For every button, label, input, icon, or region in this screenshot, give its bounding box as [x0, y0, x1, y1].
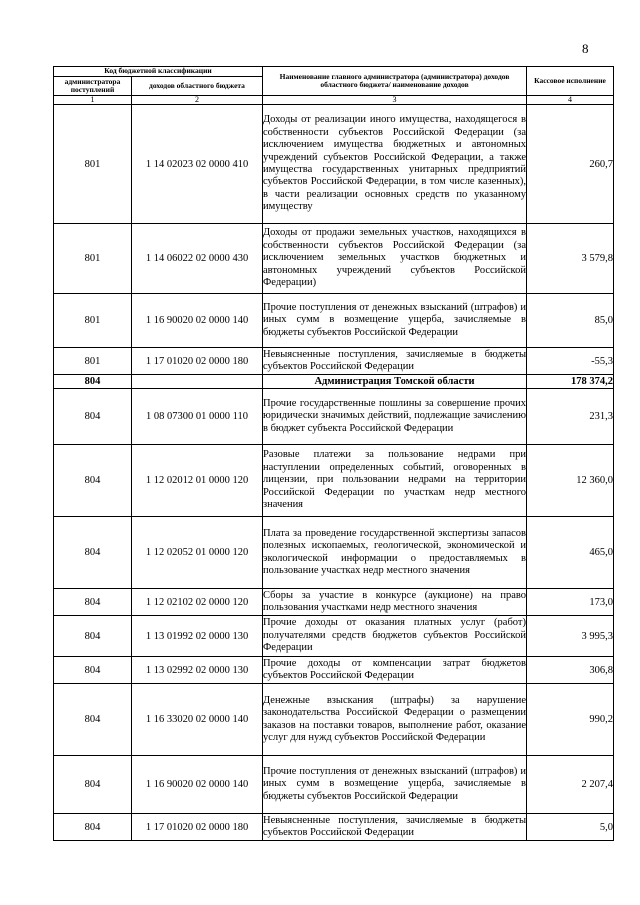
- admin-code-cell: 804: [54, 814, 132, 841]
- amount-cell: 2 207,4: [527, 756, 614, 814]
- administrator-total: 178 374,2: [527, 375, 614, 389]
- income-code-cell: 1 14 02023 02 0000 410: [132, 105, 263, 224]
- header-cash-execution: Кассовое исполнение: [527, 67, 614, 96]
- page-number: 8: [582, 41, 589, 56]
- amount-cell: 12 360,0: [527, 445, 614, 517]
- table-row: [54, 348, 614, 375]
- table-row: [54, 684, 614, 756]
- income-code-cell: 1 08 07300 01 0000 110: [132, 389, 263, 445]
- income-code-cell: 1 12 02102 02 0000 120: [132, 589, 263, 616]
- header-admin: администратора поступлений: [54, 77, 132, 96]
- admin-code-cell: 804: [54, 589, 132, 616]
- administrator-header-row: [54, 375, 614, 389]
- header-name: Наименование главного администратора (администратора) доходов областного бюджета/ наименование доходов: [263, 67, 527, 96]
- income-name-cell: Прочие поступления от денежных взысканий (штрафов) и иных сумм в возмещение ущерба, зачисляемые в бюджеты субъектов Российской Федерации: [263, 756, 527, 814]
- table-row: [54, 657, 614, 684]
- income-name-cell: Доходы от реализации иного имущества, находящегося в собственности субъектов Российской Федерации (за исключением имущества бюджетных и автономных учреждений субъектов Российской Федерации, а также имущества государственных унитарных предприятий субъектов Российской Федерации, в том числе казенных), в части реализации основных средств по указанному имуществу: [263, 105, 527, 224]
- income-name-cell: Прочие доходы от оказания платных услуг (работ) получателями средств бюджетов субъектов Российской Федерации: [263, 616, 527, 657]
- income-code-cell: 1 16 90020 02 0000 140: [132, 294, 263, 348]
- admin-code-cell: 804: [54, 756, 132, 814]
- admin-code-cell: 804: [54, 684, 132, 756]
- header-income-code: доходов областного бюджета: [132, 77, 263, 96]
- amount-cell: 465,0: [527, 517, 614, 589]
- income-name-cell: Плата за проведение государственной экспертизы запасов полезных ископаемых, геологической, экономической и экологической информации о предоставляемых в пользование участках недр местного значения: [263, 517, 527, 589]
- income-name-cell: Доходы от продажи земельных участков, находящихся в собственности субъектов Российской Федерации (за исключением земельных участков бюджетных и автономных учреждений субъектов Российской Федерации): [263, 224, 527, 294]
- column-number: 3: [263, 96, 527, 105]
- table-row: [54, 517, 614, 589]
- income-name-cell: Невыясненные поступления, зачисляемые в бюджеты субъектов Российской Федерации: [263, 814, 527, 841]
- admin-code-cell: 801: [54, 224, 132, 294]
- amount-cell: -55,3: [527, 348, 614, 375]
- income-name-cell: Сборы за участие в конкурсе (аукционе) на право пользования участками недр местного значения: [263, 589, 527, 616]
- income-code-cell: 1 13 01992 02 0000 130: [132, 616, 263, 657]
- income-code-cell: 1 12 02012 01 0000 120: [132, 445, 263, 517]
- amount-cell: 306,8: [527, 657, 614, 684]
- budget-revenue-table: [53, 66, 614, 841]
- amount-cell: 3 579,8: [527, 224, 614, 294]
- amount-cell: 173,0: [527, 589, 614, 616]
- admin-code-cell: 804: [54, 657, 132, 684]
- income-code-cell: 1 14 06022 02 0000 430: [132, 224, 263, 294]
- admin-code-cell: 804: [54, 517, 132, 589]
- amount-cell: 5,0: [527, 814, 614, 841]
- admin-code-cell: 801: [54, 348, 132, 375]
- income-name-cell: Прочие государственные пошлины за совершение прочих юридически значимых действий, подлежащие зачислению в бюджет субъекта Российской Федерации: [263, 389, 527, 445]
- amount-cell: 231,3: [527, 389, 614, 445]
- income-name-cell: Прочие поступления от денежных взысканий (штрафов) и иных сумм в возмещение ущерба, зачисляемые в бюджеты субъектов Российской Федерации: [263, 294, 527, 348]
- income-code-cell: 1 13 02992 02 0000 130: [132, 657, 263, 684]
- income-name-cell: Прочие доходы от компенсации затрат бюджетов субъектов Российской Федерации: [263, 657, 527, 684]
- admin-code-cell: 801: [54, 294, 132, 348]
- income-code-cell: 1 16 90020 02 0000 140: [132, 756, 263, 814]
- table-row: [54, 814, 614, 841]
- admin-code-cell: 804: [54, 445, 132, 517]
- income-code-cell: 1 16 33020 02 0000 140: [132, 684, 263, 756]
- table-row: [54, 224, 614, 294]
- amount-cell: 3 995,3: [527, 616, 614, 657]
- income-name-cell: Денежные взыскания (штрафы) за нарушение законодательства Российской Федерации о размещении заказов на поставки товаров, выполнение работ, оказание услуг для нужд субъектов Российской Федерации: [263, 684, 527, 756]
- table-row: [54, 616, 614, 657]
- income-code-cell: 1 17 01020 02 0000 180: [132, 814, 263, 841]
- admin-code-cell: 804: [54, 616, 132, 657]
- income-name-cell: Невыясненные поступления, зачисляемые в бюджеты субъектов Российской Федерации: [263, 348, 527, 375]
- table-row: [54, 105, 614, 224]
- column-number: 4: [527, 96, 614, 105]
- income-code-cell: [132, 375, 263, 389]
- table-row: [54, 445, 614, 517]
- income-name-cell: Разовые платежи за пользование недрами при наступлении определенных событий, оговоренных в лицензии, при пользовании недрами на территории Российской Федерации по участкам недр местного значения: [263, 445, 527, 517]
- table-row: [54, 756, 614, 814]
- amount-cell: 260,7: [527, 105, 614, 224]
- amount-cell: 990,2: [527, 684, 614, 756]
- header-classification-code: Код бюджетной классификации: [54, 67, 263, 77]
- amount-cell: 85,0: [527, 294, 614, 348]
- column-number: 1: [54, 96, 132, 105]
- income-code-cell: 1 12 02052 01 0000 120: [132, 517, 263, 589]
- income-code-cell: 1 17 01020 02 0000 180: [132, 348, 263, 375]
- administrator-name: Администрация Томской области: [263, 375, 527, 389]
- admin-code-cell: 804: [54, 375, 132, 389]
- table-row: [54, 589, 614, 616]
- column-number: 2: [132, 96, 263, 105]
- admin-code-cell: 801: [54, 105, 132, 224]
- table-row: [54, 294, 614, 348]
- table-row: [54, 389, 614, 445]
- admin-code-cell: 804: [54, 389, 132, 445]
